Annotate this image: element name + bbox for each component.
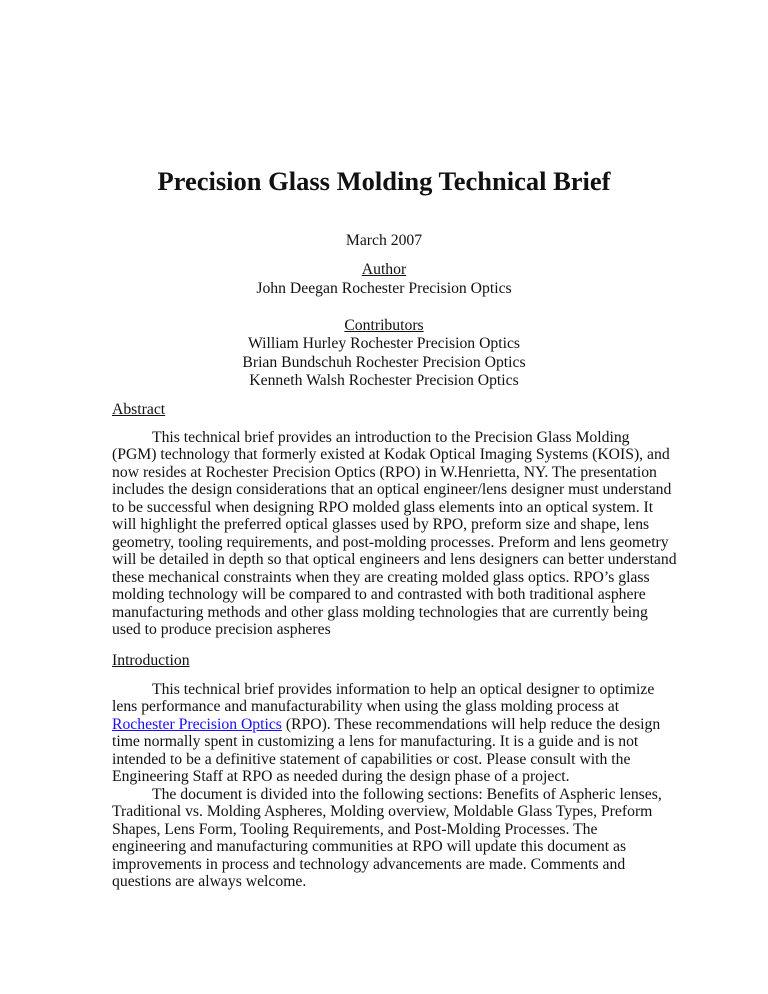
text-line: will highlight the preferred optical glasses used by RPO, preform size and shape, lens	[112, 516, 650, 534]
abstract-paragraph	[112, 429, 712, 638]
text-line: now resides at Rochester Precision Optics (RPO) in W.Henrietta, NY. The presentation	[112, 463, 657, 481]
text-line: geometry, tooling requirements, and post-molding processes. Preform and lens geometry	[112, 533, 669, 551]
contributors-heading: Contributors	[344, 317, 424, 334]
contributor: Brian Bundschuh Rochester Precision Optics	[242, 353, 526, 371]
text-line: intended to be a definitive statement of capabilities or cost. Please consult with the	[112, 750, 631, 768]
contributor: Kenneth Walsh Rochester Precision Optics	[249, 372, 519, 389]
contributor-list	[0, 335, 768, 391]
introduction-paragraph	[112, 681, 712, 890]
text-line: questions are always welcome.	[112, 872, 307, 890]
document-date: March 2007	[345, 232, 423, 249]
text-line	[112, 716, 712, 733]
introduction-heading: Introduction	[112, 652, 190, 669]
text-line: This technical brief provides an introduction to the Precision Glass Molding	[152, 429, 630, 446]
author-heading: Author	[361, 261, 407, 278]
text-line: (PGM) technology that formerly existed at Kodak Optical Imaging Systems (KOIS), and	[112, 446, 670, 464]
contributor: William Hurley Rochester Precision Optics	[247, 335, 521, 352]
text-line: lens performance and manufacturability when using the glass molding process at	[112, 698, 620, 716]
text-line: to be successful when designing RPO molded glass elements into an optical system. It	[112, 498, 654, 516]
text-line: molding technology will be compared to and contrasted with both traditional asphere	[112, 586, 646, 604]
text-line: these mechanical constraints when they are creating molded glass optics. RPO’s glass	[112, 568, 650, 586]
abstract-heading: Abstract	[112, 401, 166, 418]
text-line: improvements in process and technology advancements are made. Comments and	[112, 855, 626, 873]
text-line: Shapes, Lens Form, Tooling Requirements, and Post-Molding Processes. The	[112, 820, 598, 838]
text-line: will be detailed in depth so that optical engineers and lens designers can better understand	[112, 551, 677, 569]
text-line: manufacturing methods and other glass molding technologies that are currently being	[112, 603, 648, 621]
text-line: engineering and manufacturing communities at RPO will update this document as	[112, 838, 627, 856]
text-line: This technical brief provides information to help an optical designer to optimize	[152, 681, 655, 698]
text-line: The document is divided into the following sections: Benefits of Aspheric lenses,	[152, 785, 662, 803]
text-line: used to produce precision aspheres	[112, 620, 331, 638]
document-title: Precision Glass Molding Technical Brief	[157, 166, 611, 196]
text-line: includes the design considerations that an optical engineer/lens designer must understand	[112, 481, 672, 499]
text-line: Traditional vs. Molding Aspheres, Molding overview, Moldable Glass Types, Preform	[112, 803, 653, 821]
text-line: Engineering Staff at RPO as needed during the design phase of a project.	[112, 768, 570, 786]
text-segment: (RPO). These recommendations will help reduce the design	[281, 715, 661, 733]
rochester-precision-optics-link[interactable]: Rochester Precision Optics	[112, 715, 282, 733]
author-name: John Deegan Rochester Precision Optics	[256, 280, 512, 297]
text-line: time normally spent in customizing a lens for manufacturing. It is a guide and is not	[112, 733, 639, 751]
